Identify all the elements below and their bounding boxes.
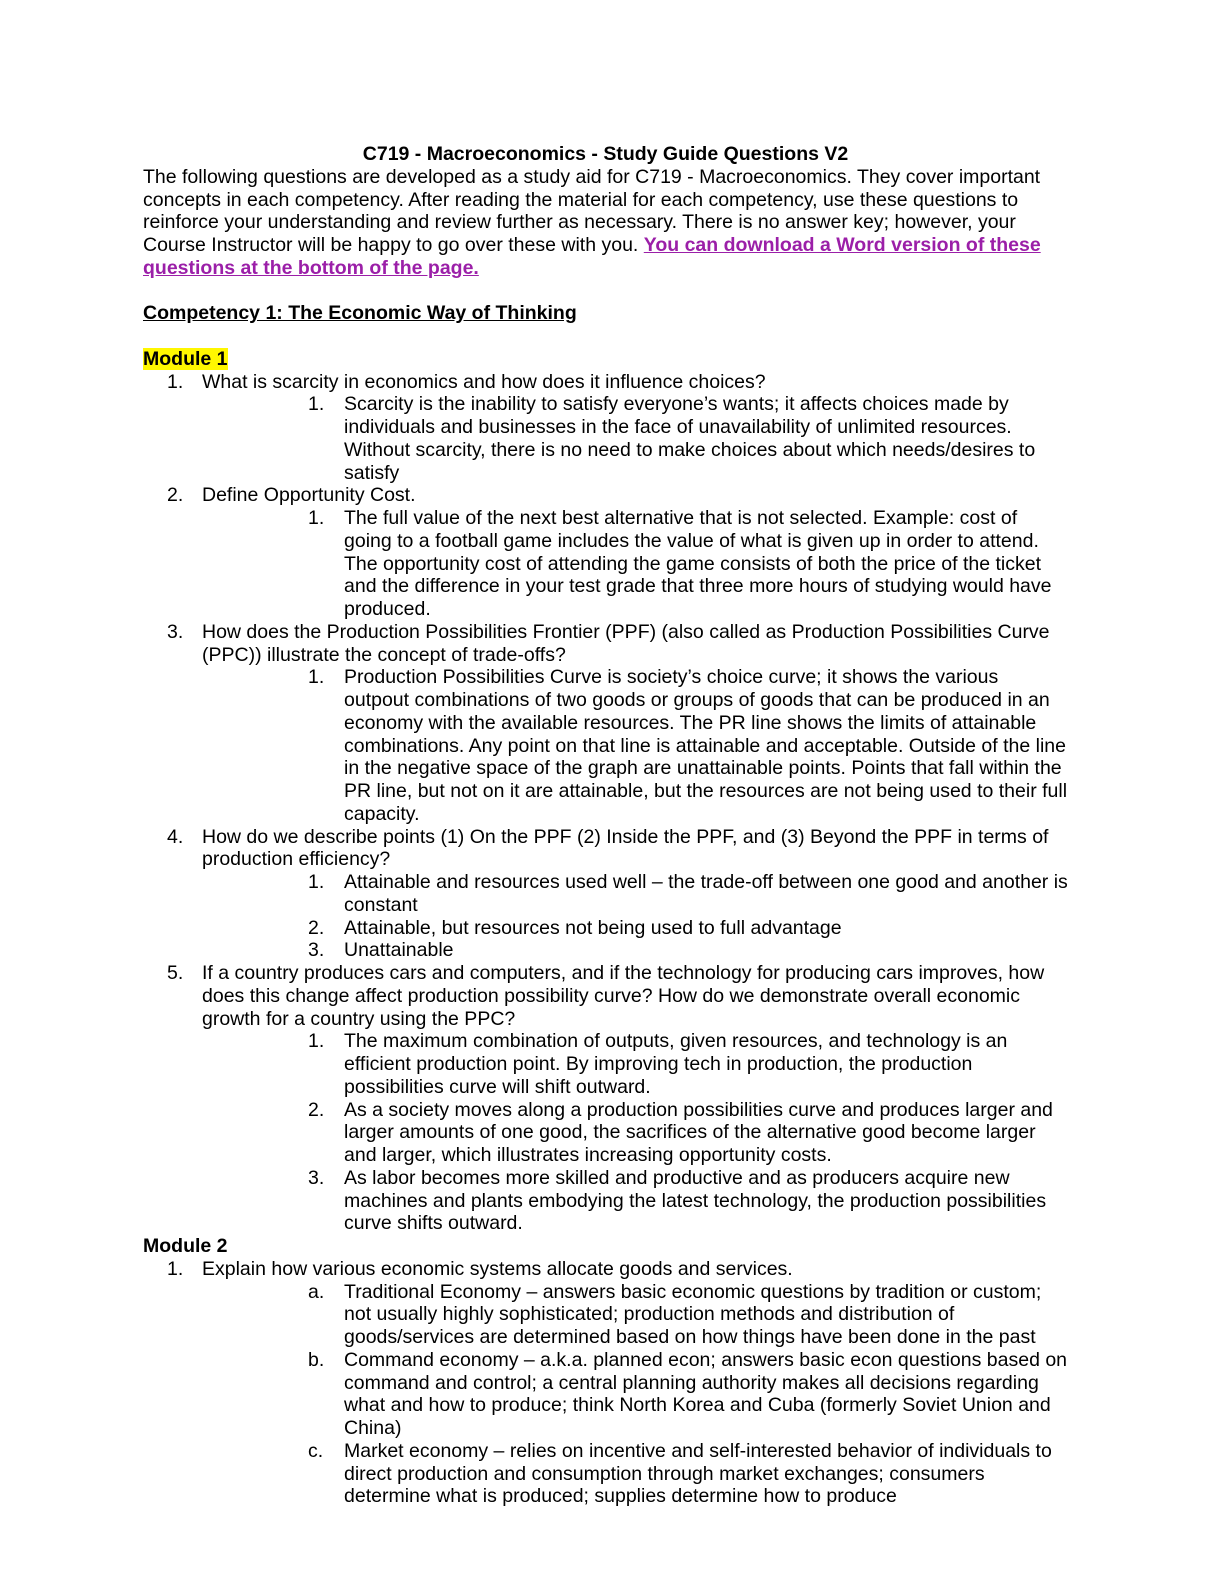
answer-number: 1.: [308, 871, 325, 893]
answer-number: 1.: [308, 1030, 325, 1053]
question-text: If a country produces cars and computers, and if the technology for producing cars improves, how does this change affect production possibility curve? How do we demonstrate overall economic growth for a country using the PPC?: [202, 962, 1045, 1030]
question-number: 4.: [167, 825, 184, 848]
answer-list: [202, 507, 1068, 621]
answer-number: 2.: [308, 916, 325, 939]
answer-number: b.: [308, 1348, 325, 1371]
competency-heading: Competency 1: The Economic Way of Thinking: [143, 302, 577, 325]
question-item: [143, 484, 1068, 621]
question-item: [143, 826, 1068, 963]
answer-text: The maximum combination of outputs, given resources, and technology is an efficient production point. By improving tech in production, the production possibilities curve will shift outward.: [344, 1030, 1008, 1098]
answer-list: [202, 1281, 1068, 1509]
answer-text: Traditional Economy – answers basic economic questions by tradition or custom; not usually highly sophisticated; production methods and distribution of goods/services are determined based on how things have been done in the past: [344, 1280, 1042, 1348]
module-title: Module 1: [143, 347, 228, 370]
answer-number: 1.: [308, 666, 325, 689]
document-page: [143, 143, 1068, 1508]
question-item: [143, 962, 1068, 1235]
question-text: Explain how various economic systems allocate goods and services.: [202, 1257, 793, 1280]
answer-list: [202, 1030, 1068, 1235]
answer-item: [202, 1440, 1068, 1508]
answer-text: Attainable, but resources not being used to full advantage: [344, 916, 842, 939]
intro-text: The following questions are developed as a study aid for C719 - Macroeconomics. They cover important concepts in each competency. After reading the material for each competency, use these questions to reinforce your understanding and review further as necessary. There is no answer key; however, your Course Instructor will be happy to go over these with you.: [143, 165, 1041, 256]
answer-item: [202, 507, 1068, 621]
module-heading: [143, 348, 1068, 371]
answer-item: [202, 1167, 1068, 1235]
answer-text: Command economy – a.k.a. planned econ; answers basic econ questions based on command and control; a central planning authority makes all decisions regarding what and how to produce; think North Korea and Cuba (formerly Soviet Union and China): [344, 1348, 1068, 1439]
document-title: C719 - Macroeconomics - Study Guide Questions V2: [362, 143, 849, 165]
answer-item: [202, 917, 1068, 940]
spacer: [143, 325, 1068, 348]
answer-list: [202, 393, 1068, 484]
answer-number: 3.: [308, 939, 325, 962]
answer-item: [202, 1099, 1068, 1167]
answer-number: 2.: [308, 1098, 325, 1121]
question-item: [143, 371, 1068, 485]
module-title: Module 2: [143, 1235, 228, 1257]
answer-item: [202, 1349, 1068, 1440]
answer-text: Production Possibilities Curve is society’s choice curve; it shows the various outpout combinations of two goods or groups of goods that can be produced in an economy with the available resources. The PR line shows the limits of attainable combinations. Any point on that line is attainable and acceptable. Outside of the line in the negative space of the graph are unattainable points. Points that fall within the PR line, but not on it are attainable, but the resources are not being used to their full capacity.: [344, 666, 1068, 825]
answer-text: Attainable and resources used well – the trade-off between one good and another is constant: [344, 871, 1068, 916]
question-text: How do we describe points (1) On the PPF (2) Inside the PPF, and (3) Beyond the PPF in terms of production efficiency?: [202, 825, 1049, 871]
question-number: 1.: [167, 370, 184, 393]
question-number: 5.: [167, 962, 184, 984]
question-text: How does the Production Possibilities Frontier (PPF) (also called as Production Possibilities Curve (PPC)) illustrate the concept of trade-offs?: [202, 620, 1050, 666]
answer-number: c.: [308, 1439, 324, 1462]
spacer: [143, 280, 1068, 303]
answer-number: 3.: [308, 1166, 325, 1189]
modules-container: [143, 348, 1068, 1508]
question-text: What is scarcity in economics and how does it influence choices?: [202, 370, 766, 393]
intro-paragraph: [143, 166, 1068, 280]
answer-item: [202, 393, 1068, 484]
question-number: 2.: [167, 484, 184, 507]
download-word-link[interactable]: You can download a Word version of these questions at the bottom of the page.: [143, 234, 1041, 279]
answer-list: [202, 666, 1068, 825]
answer-item: [202, 1281, 1068, 1349]
question-item: [143, 621, 1068, 826]
question-text: Define Opportunity Cost.: [202, 484, 416, 507]
question-list: [143, 1258, 1068, 1508]
question-number: 1.: [167, 1257, 184, 1280]
question-list: [143, 371, 1068, 1236]
answer-number: a.: [308, 1280, 325, 1303]
answer-text: As a society moves along a production possibilities curve and produces larger and larger amounts of one good, the sacrifices of the alternative good become larger and larger, which illustrates increasing opportunity costs.: [344, 1098, 1053, 1166]
answer-item: [202, 939, 1068, 962]
module-heading: [143, 1235, 1068, 1258]
question-number: 3.: [167, 620, 184, 643]
answer-item: [202, 1030, 1068, 1098]
answer-text: Market economy – relies on incentive and self-interested behavior of individuals to direct production and consumption through market exchanges; consumers determine what is produced; supplies determine how to produce: [344, 1439, 1052, 1508]
answer-list: [202, 871, 1068, 962]
answer-text: The full value of the next best alternative that is not selected. Example: cost of going to a football game includes the value of what is given up in order to attend. The opportunity cost of attending the game consists of both the price of the ticket and the difference in your test grade that three more hours of studying would have produced.: [344, 507, 1052, 620]
answer-text: Scarcity is the inability to satisfy everyone’s wants; it affects choices made by individuals and businesses in the face of unavailability of unlimited resources. Without scarcity, there is no need to make choices about which needs/desires to satisfy: [344, 393, 1036, 484]
answer-number: 1.: [308, 507, 325, 529]
answer-number: 1.: [308, 393, 325, 416]
answer-text: As labor becomes more skilled and productive and as producers acquire new machines and plants embodying the latest technology, the production possibilities curve shifts outward.: [344, 1166, 1047, 1235]
answer-item: [202, 666, 1068, 825]
question-item: [143, 1258, 1068, 1508]
answer-item: [202, 871, 1068, 917]
answer-text: Unattainable: [344, 939, 454, 962]
